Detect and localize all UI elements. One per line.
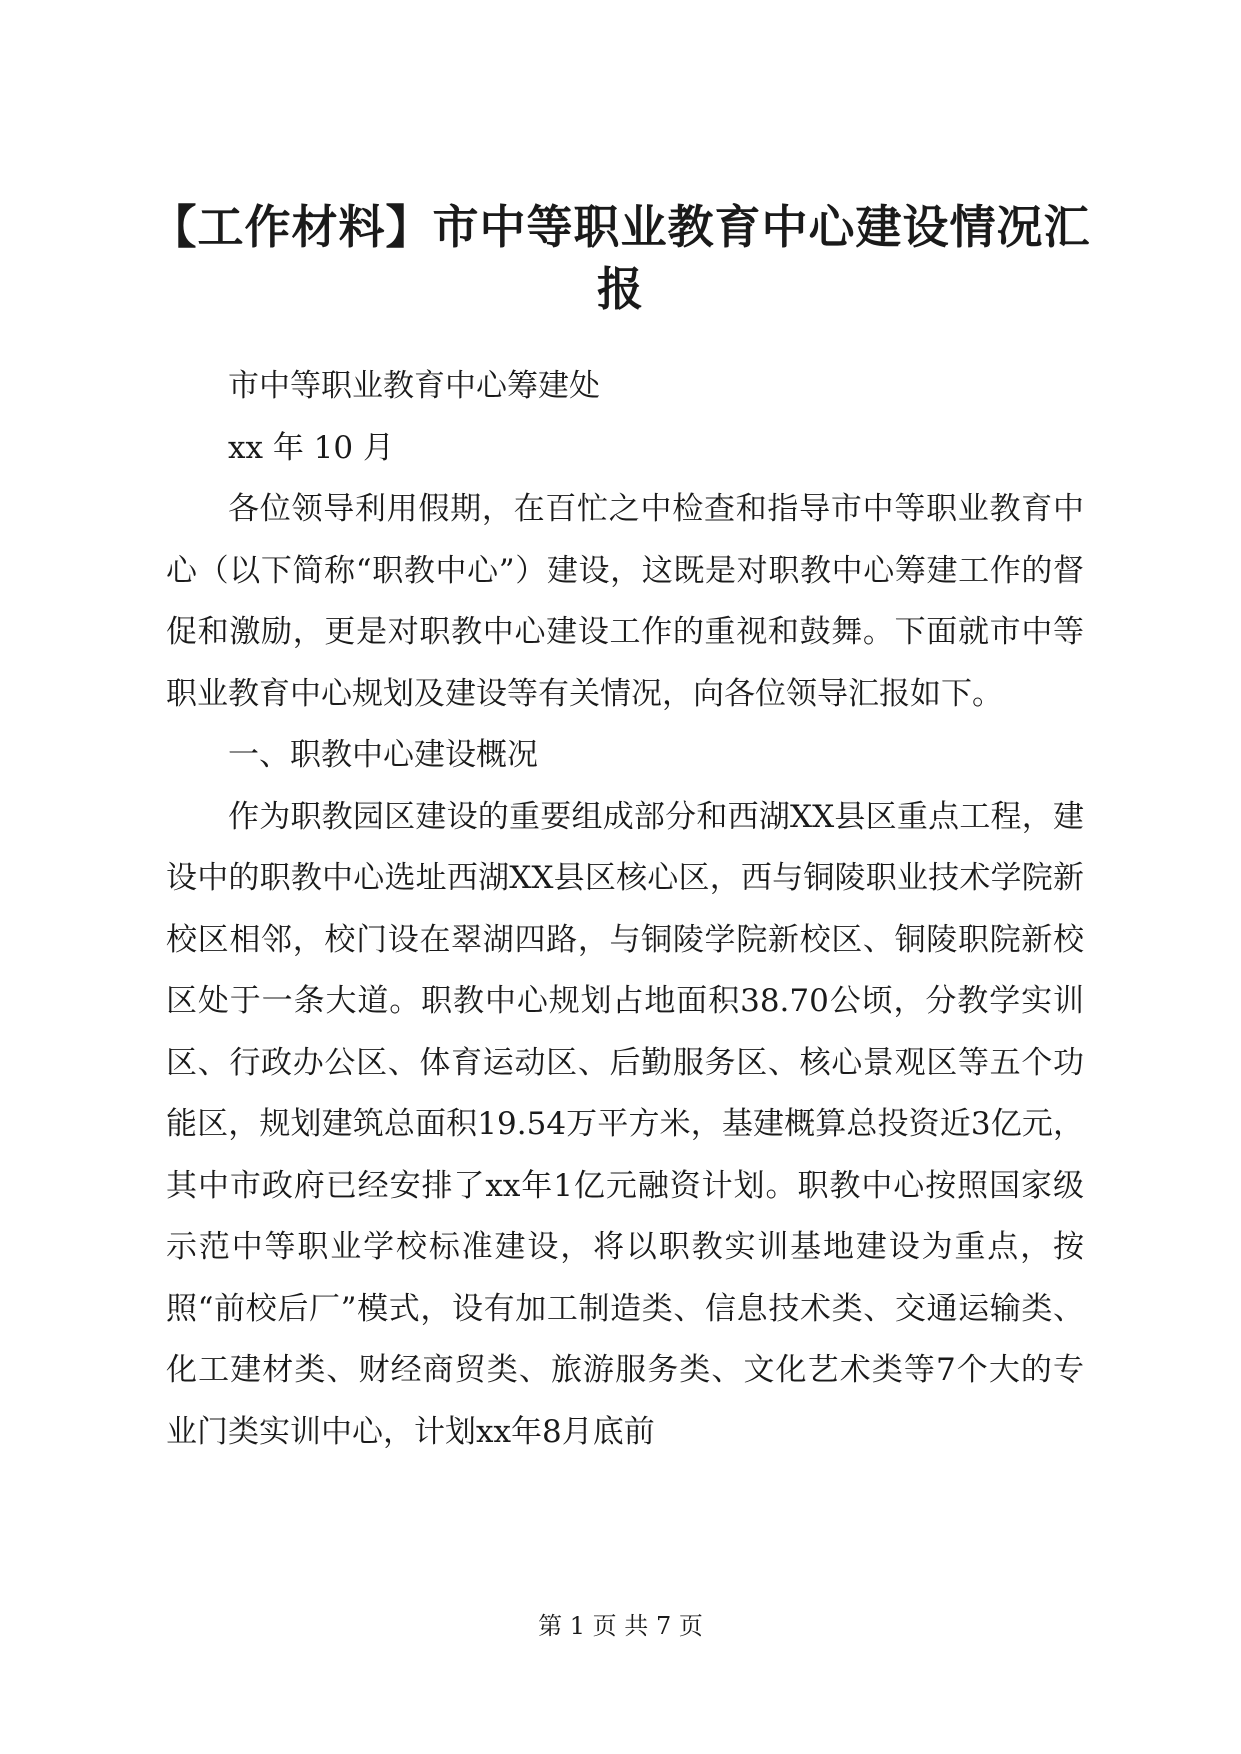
page-footer: 第 1 页 共 7 页: [538, 1612, 703, 1640]
title-line-1: 【工作材料】市中等职业教育中心建设情况汇: [150, 200, 1091, 254]
date-line: xx 年 10 月: [228, 429, 394, 466]
paragraph-overview: 作为职教园区建设的重要组成部分和西湖XX县区重点工程，建设中的职教中心选址西湖XX县区核心区，西与铜陵职业技术学院新校区相邻，校门设在翠湖四路，与铜陵学院新校区、铜陵职院新校区处于一条大道。职教中心规划占地面积38.70公顷，分教学实训区、行政办公区、体育运动区、后勤服务区、核心景观区等五个功能区，规划建筑总面积19.54万平方米，基建概算总投资近3亿元，其中市政府已经安排了xx年1亿元融资计划。职教中心按照国家级示范中等职业学校标准建设，将以职教实训基地建设为重点，按照“前校后厂”模式，设有加工制造类、信息技术类、交通运输类、化工建材类、财经商贸类、旅游服务类、文化艺术类等7个大的专业门类实训中心，计划xx年8月底前: [166, 798, 1084, 1450]
title-line-2: 报: [597, 262, 644, 316]
paragraph-intro: 各位领导利用假期，在百忙之中检查和指导市中等职业教育中心（以下简称“职教中心”）建设，这既是对职教中心筹建工作的督促和激励，更是对职教中心建设工作的重视和鼓舞。下面就市中等职业教育中心规划及建设等有关情况，向各位领导汇报如下。: [166, 491, 1084, 712]
document-title: [150, 196, 1091, 320]
section-heading-1: 一、职教中心建设概况: [228, 737, 538, 773]
author-line: 市中等职业教育中心筹建处: [228, 368, 600, 404]
document-body: [166, 356, 1084, 1463]
